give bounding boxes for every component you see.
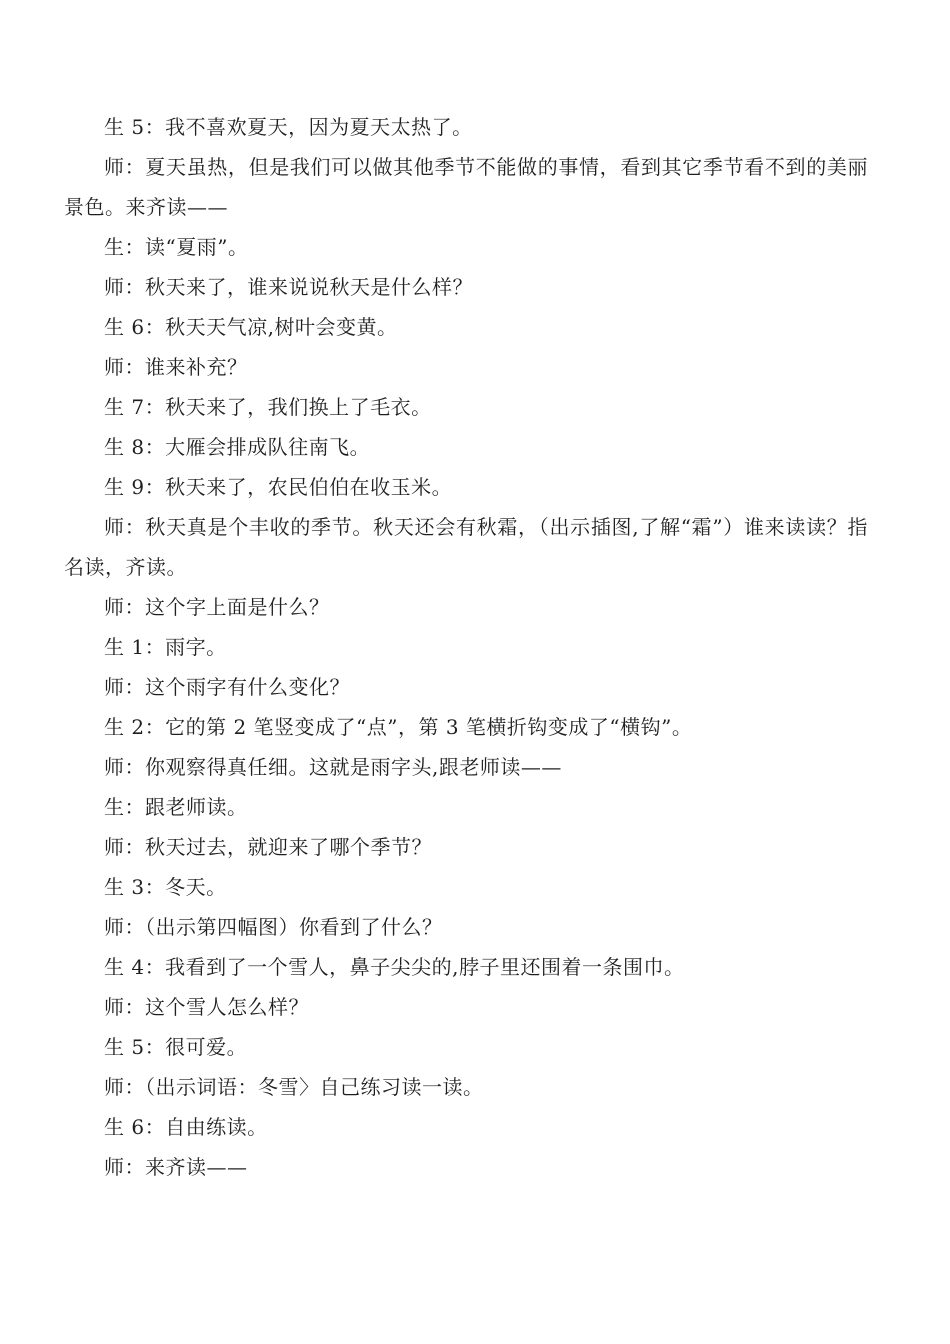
transcript-paragraph: 师：夏天虽热，但是我们可以做其他季节不能做的事情，看到其它季节看不到的美丽景色。来齐读——	[64, 155, 868, 219]
transcript-paragraph: 师：这个雨字有什么变化？	[104, 675, 350, 699]
transcript-paragraph: 生 5：很可爱。	[104, 1035, 248, 1059]
transcript-paragraph: 生：跟老师读。	[104, 795, 248, 819]
transcript-paragraph: 生 2：它的第 2 笔竖变成了“点”，第 3 笔横折钩变成了“横钩”。	[104, 715, 693, 739]
transcript-paragraph: 生 9：秋天来了，农民伯伯在收玉米。	[104, 475, 453, 499]
transcript-paragraph: 师：谁来补充？	[104, 355, 248, 379]
transcript-paragraph: 生 8：大雁会排成队往南飞。	[104, 435, 371, 459]
transcript-paragraph: 生 3：冬天。	[104, 875, 227, 899]
transcript-paragraph: 生 4：我看到了一个雪人，鼻子尖尖的,脖子里还围着一条围巾。	[104, 955, 685, 979]
transcript-paragraph: 师：这个雪人怎么样？	[104, 995, 309, 1019]
transcript-paragraph: 师：（出示第四幅图）你看到了什么？	[104, 915, 443, 939]
transcript-paragraph: 师：这个字上面是什么？	[104, 595, 330, 619]
transcript-paragraph: 生 7：秋天来了，我们换上了毛衣。	[104, 395, 432, 419]
transcript-paragraph: 师：秋天过去，就迎来了哪个季节？	[104, 835, 432, 859]
transcript-paragraph: 生 1：雨字。	[104, 635, 227, 659]
transcript-paragraph: 生：读“夏雨”。	[104, 235, 249, 259]
transcript-paragraph: 师：（出示词语：冬雪〉自己练习读一读。	[104, 1075, 484, 1099]
transcript-paragraph: 师：秋天真是个丰收的季节。秋天还会有秋霜，（出示插图,了解“霜”）谁来读读？指名读，齐读。	[64, 515, 868, 579]
transcript-paragraph: 师：你观察得真任细。这就是雨字头,跟老师读——	[104, 755, 562, 779]
transcript-paragraph: 师：秋天来了，谁来说说秋天是什么样？	[104, 275, 473, 299]
transcript-paragraph: 生 6：秋天天气凉,树叶会变黄。	[104, 315, 398, 339]
transcript-paragraph: 生 5：我不喜欢夏天，因为夏天太热了。	[104, 115, 473, 139]
transcript-body	[64, 107, 868, 1187]
transcript-paragraph: 生 6：自由练读。	[104, 1115, 268, 1139]
transcript-paragraph: 师：来齐读——	[104, 1155, 248, 1179]
